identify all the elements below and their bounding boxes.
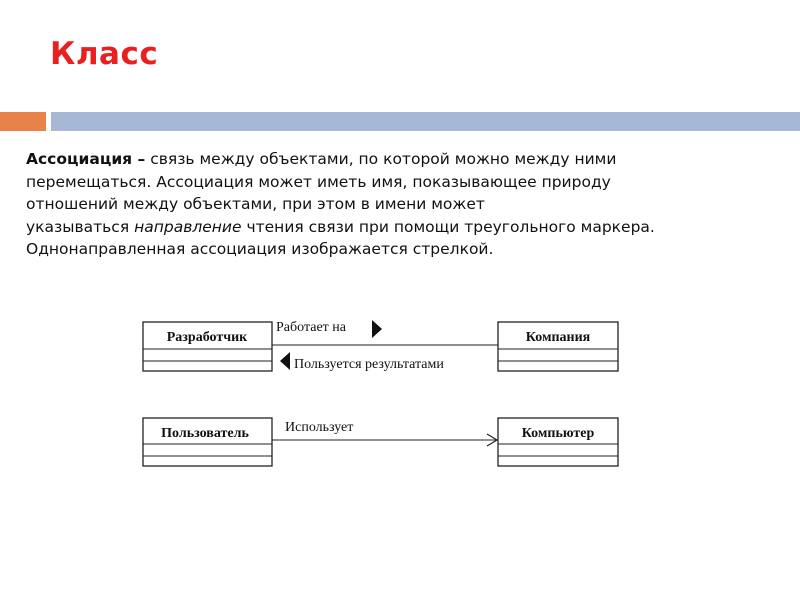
direction-marker-left-icon	[280, 352, 290, 370]
slide-title: Класс	[50, 36, 159, 72]
class-name-company: Компания	[525, 330, 591, 345]
class-name-developer: Разработчик	[166, 330, 248, 345]
class-box-developer	[143, 322, 272, 371]
paragraph-line-4: указываться направление чтения связи при помощи треугольного маркера.	[26, 217, 655, 236]
label-works-for: Работает на	[276, 320, 346, 335]
term-association: Ассоциация –	[26, 150, 146, 168]
paragraph-line-3: отношений между объектами, при этом в имени может	[26, 195, 485, 213]
paragraph-line-2: перемещаться. Ассоциация может иметь имя, показывающее природу	[26, 172, 611, 191]
class-box-user	[143, 418, 272, 466]
class-name-computer: Компьютер	[521, 426, 595, 441]
class-box-computer	[498, 418, 618, 466]
direction-marker-right-icon	[372, 320, 382, 338]
paragraph-line-5: Однонаправленная ассоциация изображается стрелкой.	[26, 240, 494, 258]
term-direction: направление	[134, 217, 242, 236]
paragraph-line-1: Ассоциация – связь между объектами, по которой можно между ними	[26, 150, 617, 168]
class-box-company	[498, 322, 618, 371]
label-uses-results: Пользуется результатами	[294, 357, 444, 372]
class-name-user: Пользователь	[161, 426, 249, 441]
label-uses: Использует	[285, 420, 354, 435]
